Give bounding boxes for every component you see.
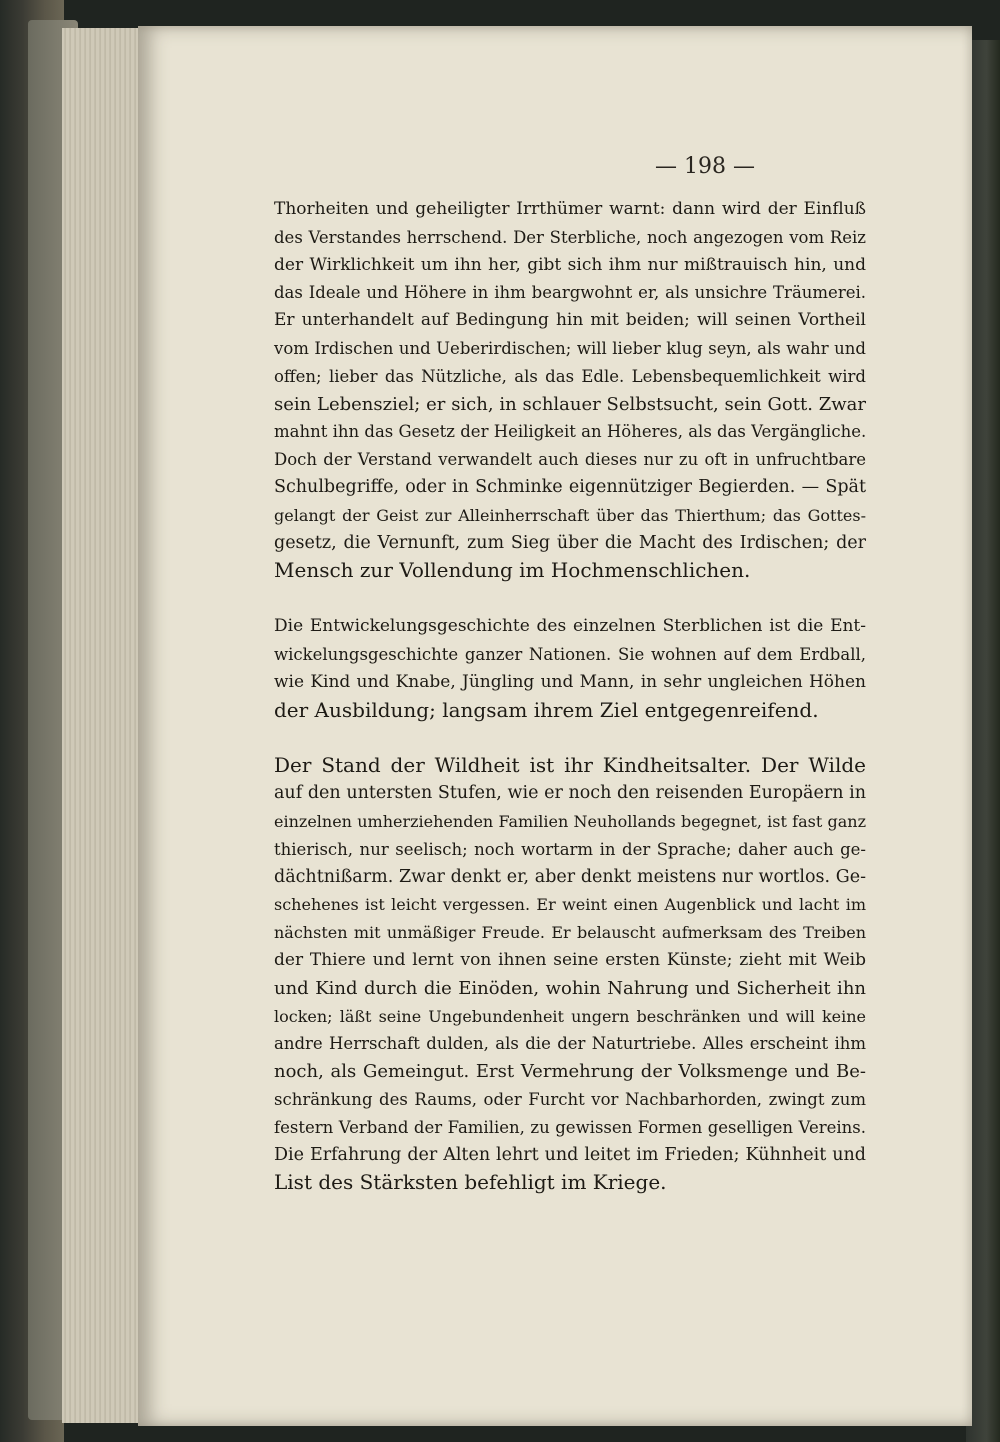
text-line: der Ausbildung; langsam ihrem Ziel entgegenreifend. <box>274 697 819 722</box>
text-line: noch, als Gemeingut. Erst Vermehrung der Volksmenge und Be- <box>274 1061 866 1083</box>
paragraph-gap <box>274 585 866 613</box>
text-line: gesetz, die Vernunft, zum Sieg über die Macht des Irdischen; der <box>274 532 866 553</box>
text-line: sein Lebensziel; er sich, in schlauer Selbstsucht, sein Gott. Zwar <box>274 393 866 415</box>
text-line: Die Entwickelungsgeschichte des einzelnen Sterblichen ist die Ent- <box>274 616 866 637</box>
page-number: — 198 — <box>655 154 755 179</box>
text-line: festern Verband der Familien, zu gewissen Formen geselligen Vereins. <box>274 1117 866 1137</box>
text-line: thierisch, nur seelisch; noch wortarm in der Sprache; daher auch ge- <box>274 839 866 859</box>
text-line: Der Stand der Wildheit ist ihr Kindheitsalter. Der Wilde <box>274 753 866 778</box>
text-line: einzelnen umherziehenden Familien Neuhollands begegnet, ist fast ganz <box>274 811 866 831</box>
text-line: wickelungsgeschichte ganzer Nationen. Sie wohnen auf dem Erdball, <box>274 644 866 664</box>
book-page <box>138 26 972 1426</box>
text-line: vom Irdischen und Ueberirdischen; will lieber klug seyn, als wahr und <box>274 338 866 358</box>
text-line: schehenes ist leicht vergessen. Er weint einen Augenblick und lacht im <box>274 895 866 915</box>
paragraph <box>274 613 866 724</box>
text-line: der Thiere und lernt von ihnen seine ersten Künste; zieht mit Weib <box>274 949 866 970</box>
text-line: Er unterhandelt auf Bedingung hin mit beiden; will seinen Vortheil <box>274 310 866 331</box>
text-line: offen; lieber das Nützliche, als das Edle. Lebensbequemlichkeit wird <box>274 366 866 386</box>
text-line: gelangt der Geist zur Alleinherrschaft über das Thierthum; das Gottes- <box>274 505 866 525</box>
paragraph <box>274 196 866 585</box>
page-text <box>274 196 866 1197</box>
text-line: und Kind durch die Einöden, wohin Nahrung und Sicherheit ihn <box>274 977 866 999</box>
paragraph <box>274 752 866 1197</box>
text-line: locken; läßt seine Ungebundenheit ungern beschränken und will keine <box>274 1006 866 1026</box>
text-line: wie Kind und Knabe, Jüngling und Mann, in sehr ungleichen Höhen <box>274 671 866 692</box>
text-line: Doch der Verstand verwandelt auch dieses nur zu oft in unfruchtbare <box>274 450 866 470</box>
text-line: der Wirklichkeit um ihn her, gibt sich ihm nur mißtrauisch hin, und <box>274 254 866 275</box>
text-line: mahnt ihn das Gesetz der Heiligkeit an Höheres, als das Vergängliche. <box>274 422 867 442</box>
paragraph-gap <box>274 724 866 752</box>
text-line: Mensch zur Vollendung im Hochmenschlichen. <box>274 558 751 583</box>
text-line: List des Stärksten befehligt im Kriege. <box>274 1170 667 1195</box>
text-line: das Ideale und Höhere in ihm beargwohnt er, als unsichre Träumerei. <box>274 283 866 303</box>
text-line: des Verstandes herrschend. Der Sterbliche, noch angezogen vom Reiz <box>274 227 866 247</box>
page-edges <box>62 28 142 1423</box>
text-line: nächsten mit unmäßiger Freude. Er belauscht aufmerksam des Treiben <box>274 923 866 943</box>
text-line: Thorheiten und geheiligter Irrthümer warnt: dann wird der Einfluß <box>274 199 866 219</box>
text-line: Schulbegriffe, oder in Schminke eigennütziger Begierden. — Spät <box>274 476 866 497</box>
text-line: schränkung des Raums, oder Furcht vor Nachbarhorden, zwingt zum <box>274 1089 866 1109</box>
text-line: andre Herrschaft dulden, als die der Naturtriebe. Alles erscheint ihm <box>274 1034 866 1054</box>
text-line: Die Erfahrung der Alten lehrt und leitet im Frieden; Kühnheit und <box>274 1144 866 1165</box>
text-line: auf den untersten Stufen, wie er noch den reisenden Europäern in <box>274 783 866 804</box>
text-line: dächtnißarm. Zwar denkt er, aber denkt meistens nur wortlos. Ge- <box>274 866 866 887</box>
